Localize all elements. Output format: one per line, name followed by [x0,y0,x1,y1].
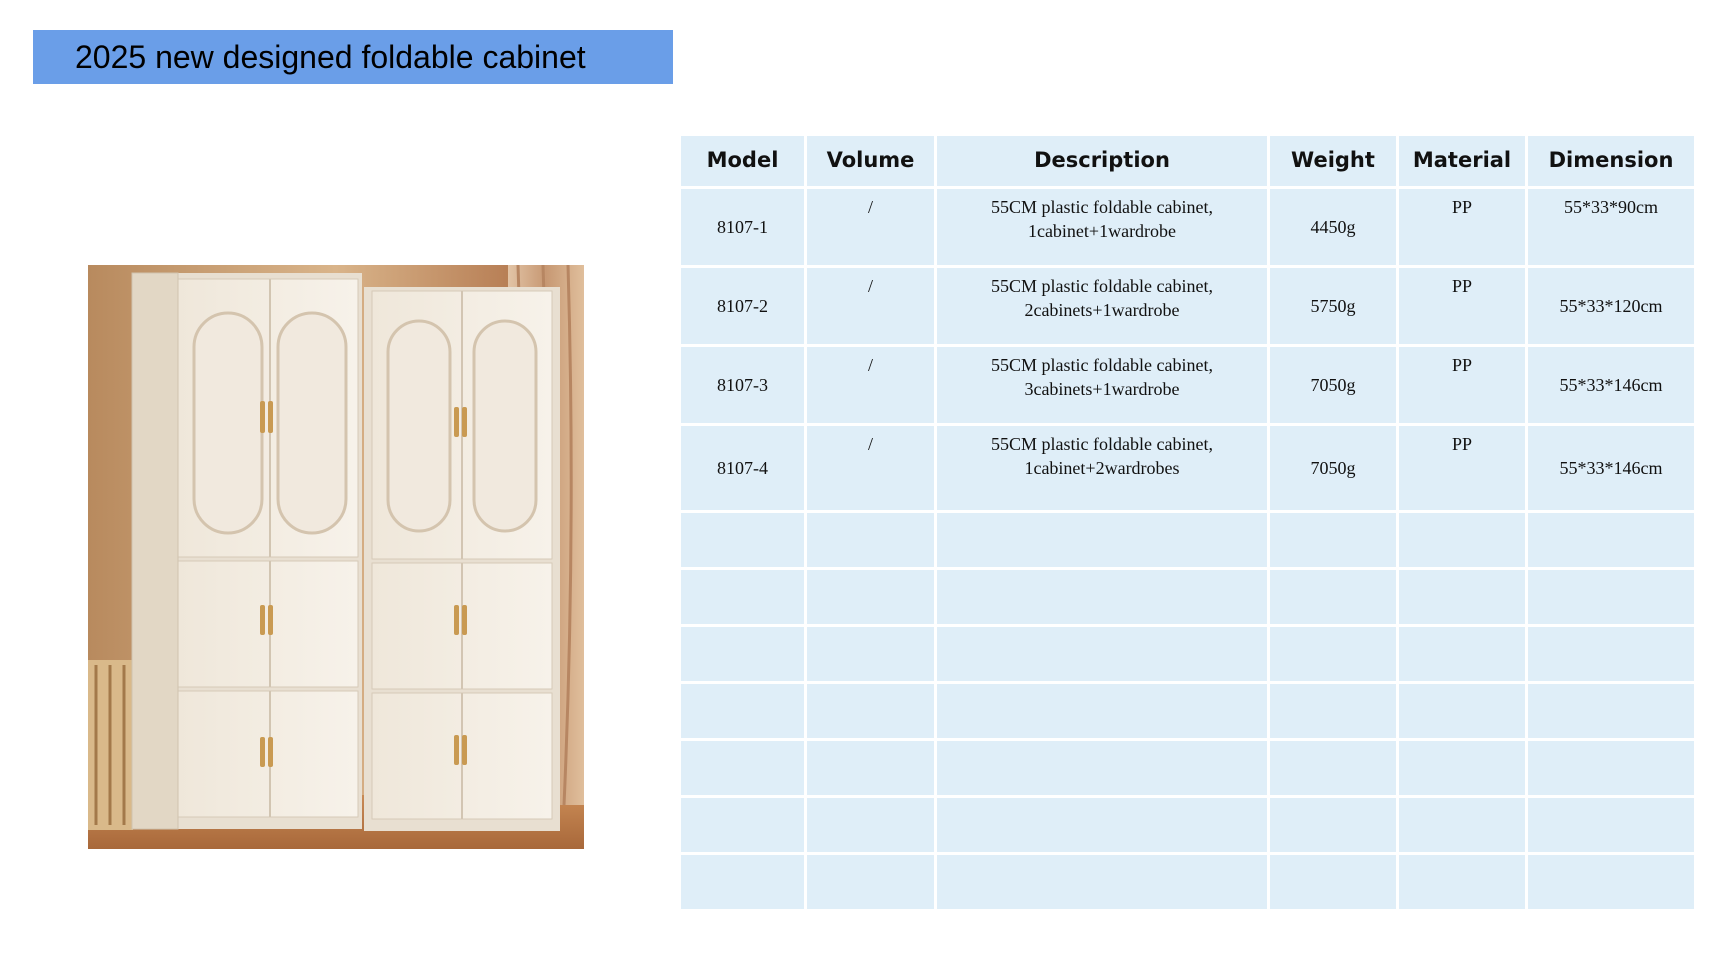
empty-cell [937,741,1267,795]
empty-cell [1399,741,1525,795]
empty-cell [681,627,804,681]
empty-cell [937,798,1267,852]
table-row [681,189,1694,265]
description-line: 55CM plastic foldable cabinet, [991,434,1213,454]
empty-cell [937,513,1267,567]
empty-cell [937,684,1267,738]
table-row-empty [681,855,1694,909]
empty-cell [1528,741,1694,795]
description-line: 55CM plastic foldable cabinet, [991,276,1213,296]
empty-cell [681,855,804,909]
cell-dimension: 55*33*90cm [1528,189,1694,265]
cell-weight: 5750g [1270,268,1396,344]
empty-cell [1399,570,1525,624]
page-title: 2025 new designed foldable cabinet [33,30,673,84]
cell-material: PP [1399,189,1525,265]
header-volume: Volume [807,136,934,186]
cell-material: PP [1399,426,1525,510]
empty-cell [807,855,934,909]
header-material: Material [1399,136,1525,186]
empty-cell [807,798,934,852]
empty-cell [807,513,934,567]
description-line: 1cabinet+2wardrobes [1024,458,1180,478]
cell-dimension: 55*33*120cm [1528,268,1694,344]
empty-cell [937,570,1267,624]
empty-cell [807,684,934,738]
cell-model: 8107-3 [681,347,804,423]
product-photo [88,265,584,849]
header-weight: Weight [1270,136,1396,186]
description-line: 55CM plastic foldable cabinet, [991,197,1213,217]
empty-cell [681,570,804,624]
empty-cell [1528,855,1694,909]
empty-cell [1528,627,1694,681]
table-row-empty [681,627,1694,681]
cell-weight: 4450g [1270,189,1396,265]
empty-cell [1270,684,1396,738]
table-row-empty [681,798,1694,852]
table-row-empty [681,513,1694,567]
empty-cell [1399,513,1525,567]
table-row-empty [681,684,1694,738]
cell-description [937,189,1267,265]
table-header-row [681,136,1694,186]
description-line: 55CM plastic foldable cabinet, [991,355,1213,375]
empty-cell [681,513,804,567]
cell-weight: 7050g [1270,426,1396,510]
empty-cell [1270,570,1396,624]
header-description: Description [937,136,1267,186]
cell-material: PP [1399,268,1525,344]
cell-dimension: 55*33*146cm [1528,426,1694,510]
empty-cell [1270,798,1396,852]
empty-cell [681,741,804,795]
cell-description [937,426,1267,510]
header-model: Model [681,136,804,186]
table-row [681,426,1694,510]
empty-cell [937,855,1267,909]
empty-cell [1270,513,1396,567]
empty-cell [1270,741,1396,795]
cell-model: 8107-2 [681,268,804,344]
cell-model: 8107-1 [681,189,804,265]
table-row-empty [681,570,1694,624]
empty-cell [1399,627,1525,681]
empty-cell [1528,513,1694,567]
cell-volume: / [807,189,934,265]
empty-cell [1399,684,1525,738]
empty-cell [807,741,934,795]
header-dimension: Dimension [1528,136,1694,186]
empty-cell [1528,570,1694,624]
empty-cell [1528,684,1694,738]
cell-description [937,347,1267,423]
cell-material: PP [1399,347,1525,423]
table-row [681,268,1694,344]
cell-model: 8107-4 [681,426,804,510]
cell-weight: 7050g [1270,347,1396,423]
cell-volume: / [807,426,934,510]
empty-cell [1399,798,1525,852]
empty-cell [1270,855,1396,909]
empty-cell [1270,627,1396,681]
empty-cell [1399,855,1525,909]
empty-cell [681,798,804,852]
description-line: 3cabinets+1wardrobe [1024,379,1180,399]
cell-volume: / [807,347,934,423]
cell-volume: / [807,268,934,344]
cell-description [937,268,1267,344]
empty-cell [807,570,934,624]
description-line: 1cabinet+1wardrobe [1027,221,1177,241]
spec-table [678,133,1697,912]
cell-dimension: 55*33*146cm [1528,347,1694,423]
empty-cell [807,627,934,681]
empty-cell [681,684,804,738]
table-row-empty [681,741,1694,795]
table-row [681,347,1694,423]
empty-cell [937,627,1267,681]
description-line: 2cabinets+1wardrobe [1024,300,1180,320]
empty-cell [1528,798,1694,852]
